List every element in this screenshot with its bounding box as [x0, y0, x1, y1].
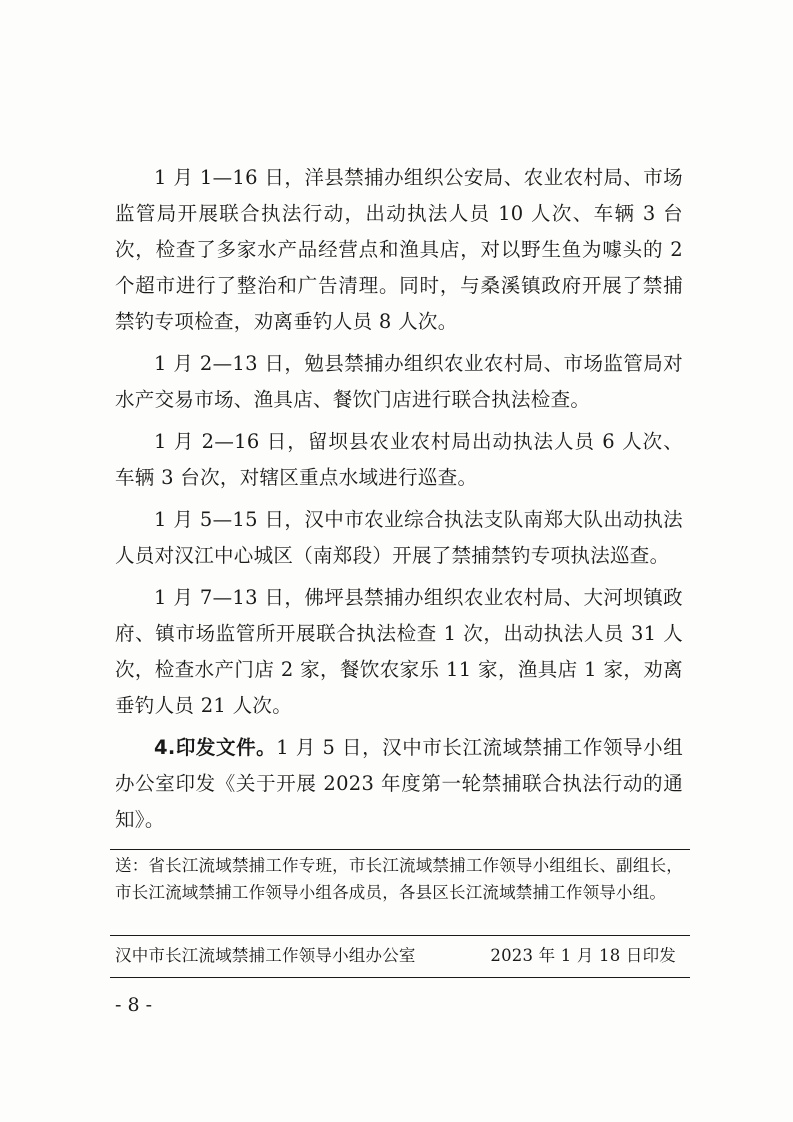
footer-bottom-rule	[110, 977, 690, 978]
footer-middle-rule	[110, 935, 690, 936]
issue-date: 2023 年 1 月 18 日印发	[490, 946, 676, 965]
page-number: - 8 -	[115, 994, 153, 1016]
section-4-text: 1 月 5 日，汉中市长江流域禁捕工作领导小组办公室印发《关于开展 2023 年度第一轮禁捕联合执法行动的通知》。	[115, 736, 683, 831]
paragraph-yangxian: 1 月 1—16 日，洋县禁捕办组织公安局、农业农村局、市场监管局开展联合执法行动，出动执法人员 10 人次、车辆 3 台次，检查了多家水产品经营点和渔具店，对以野生鱼为噱头的 2 个超市进行了整治和广告清理。同时，与桑溪镇政府开展了禁捕禁钓专项检查，劝离垂钓人员 8 人次。	[115, 166, 683, 333]
paragraph-mianxian: 1 月 2—13 日，勉县禁捕办组织农业农村局、市场监管局对水产交易市场、渔具店、餐饮门店进行联合执法检查。	[115, 352, 683, 411]
section-4-heading: 4.印发文件。	[154, 736, 277, 759]
distribution-list: 送：省长江流域禁捕工作专班，市长江流域禁捕工作领导小组组长、副组长，市长江流域禁捕工作领导小组各成员，各县区长江流域禁捕工作领导小组。	[115, 856, 683, 902]
paragraph-section-4	[115, 730, 683, 838]
paragraph-fopingxian: 1 月 7—13 日，佛坪县禁捕办组织农业农村局、大河坝镇政府、镇市场监管所开展联合执法检查 1 次，出动执法人员 31 人次，检查水产门店 2 家，餐饮农家乐 11 家，渔具店 1 家，劝离垂钓人员 21 人次。	[115, 586, 683, 717]
paragraph-liubaxian: 1 月 2—16 日，留坝县农业农村局出动执法人员 6 人次、车辆 3 台次，对辖区重点水域进行巡查。	[115, 430, 683, 489]
issuing-office: 汉中市长江流域禁捕工作领导小组办公室	[115, 946, 416, 965]
document-body	[115, 160, 683, 844]
footer-top-rule	[110, 849, 690, 850]
paragraph-nanzheng: 1 月 5—15 日，汉中市农业综合执法支队南郑大队出动执法人员对汉江中心城区（南郑段）开展了禁捕禁钓专项执法巡查。	[115, 508, 683, 567]
